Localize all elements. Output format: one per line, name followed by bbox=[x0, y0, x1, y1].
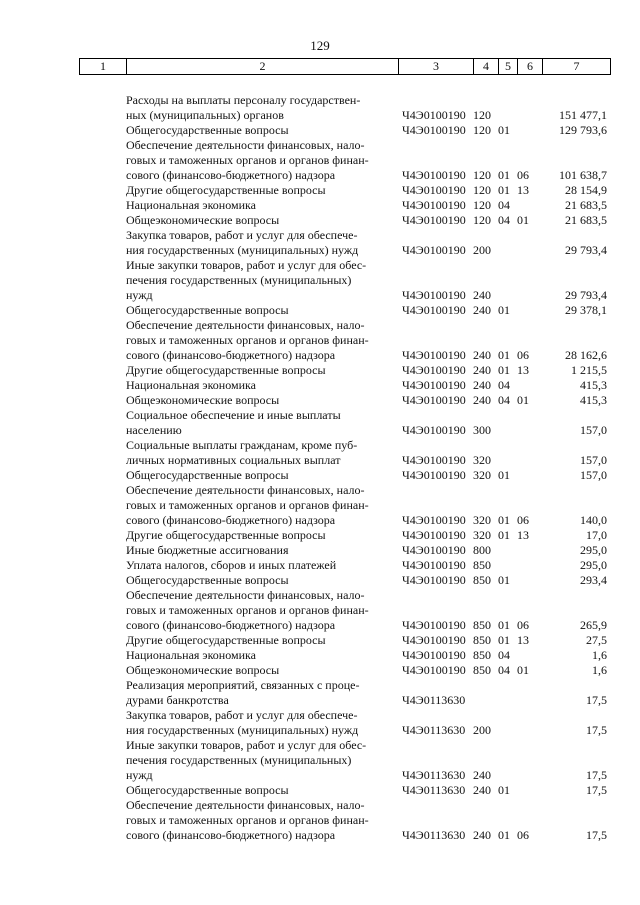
section-code: 01 bbox=[498, 363, 510, 377]
subsection-code: 01 bbox=[517, 663, 529, 677]
table-row bbox=[79, 303, 610, 318]
amount: 1 215,5 bbox=[571, 363, 607, 377]
item-name-line: Обеспечение деятельности финансовых, нало- bbox=[126, 483, 365, 497]
subsection-code: 01 bbox=[517, 393, 529, 407]
target-article-code: Ч4Э0113630 bbox=[402, 723, 466, 737]
item-name-line: Общеэкономические вопросы bbox=[126, 663, 280, 677]
section-code bbox=[498, 708, 517, 738]
item-name-line: Общегосударственные вопросы bbox=[126, 468, 289, 482]
table-row bbox=[79, 528, 610, 543]
item-name-line: сового (финансово-бюджетного) надзора bbox=[126, 513, 336, 527]
target-article-code: Ч4Э0100190 bbox=[402, 168, 466, 182]
target-article-code: Ч4Э0113630 bbox=[402, 783, 466, 797]
table-row bbox=[79, 228, 610, 258]
expense-type-code: 240 bbox=[473, 363, 491, 377]
item-name-line: Другие общегосударственные вопросы bbox=[126, 363, 326, 377]
item-name bbox=[79, 678, 398, 708]
target-article-code: Ч4Э0100190 bbox=[402, 213, 466, 227]
target-article-code: Ч4Э0100190 bbox=[402, 123, 466, 137]
item-name bbox=[79, 318, 398, 363]
table-row bbox=[79, 648, 610, 663]
expense-type-code: 320 bbox=[473, 528, 491, 542]
section-code: 04 bbox=[498, 393, 510, 407]
section-code: 04 bbox=[498, 648, 510, 662]
column-number-7: 7 bbox=[543, 59, 611, 75]
amount: 140,0 bbox=[580, 513, 607, 527]
item-name-line: Иные закупки товаров, работ и услуг для обес- bbox=[126, 738, 367, 752]
item-name bbox=[79, 783, 398, 798]
table-row bbox=[79, 408, 610, 438]
expense-type-code: 850 bbox=[473, 663, 491, 677]
column-number-3: 3 bbox=[399, 59, 474, 75]
amount: 101 638,7 bbox=[559, 168, 607, 182]
item-name bbox=[79, 408, 398, 438]
item-name bbox=[79, 573, 398, 588]
amount: 17,5 bbox=[586, 828, 607, 842]
table-row bbox=[79, 558, 610, 573]
amount: 29 793,4 bbox=[565, 243, 607, 257]
item-name-line: говых и таможенных органов и органов финан- bbox=[126, 603, 369, 617]
subsection-code: 13 bbox=[517, 363, 529, 377]
section-code: 01 bbox=[498, 183, 510, 197]
expense-type-code: 120 bbox=[473, 198, 491, 212]
amount: 1,6 bbox=[592, 648, 607, 662]
item-name bbox=[79, 393, 398, 408]
item-name-line: Общегосударственные вопросы bbox=[126, 303, 289, 317]
target-article-code: Ч4Э0100190 bbox=[402, 423, 466, 437]
section-code: 01 bbox=[498, 168, 510, 182]
expense-type-code: 200 bbox=[473, 243, 491, 257]
item-name bbox=[79, 123, 398, 138]
item-name-line: сового (финансово-бюджетного) надзора bbox=[126, 348, 336, 362]
section-code: 01 bbox=[498, 573, 510, 587]
target-article-code: Ч4Э0100190 bbox=[402, 618, 466, 632]
expense-type-code: 240 bbox=[473, 348, 491, 362]
amount: 29 793,4 bbox=[565, 288, 607, 302]
item-name-line: Национальная экономика bbox=[126, 648, 256, 662]
target-article-code: Ч4Э0100190 bbox=[402, 243, 466, 257]
section-code bbox=[498, 93, 517, 123]
section-code bbox=[498, 228, 517, 258]
subsection-code bbox=[517, 468, 542, 483]
target-article-code: Ч4Э0113630 bbox=[402, 828, 466, 842]
budget-table bbox=[79, 93, 610, 843]
expense-type-code: 240 bbox=[473, 768, 491, 782]
item-name-line: дурами банкротства bbox=[126, 693, 229, 707]
item-name-line: ных (муниципальных) органов bbox=[126, 108, 284, 122]
section-code: 01 bbox=[498, 303, 510, 317]
item-name-line: Закупка товаров, работ и услуг для обеспече- bbox=[126, 708, 358, 722]
table-row bbox=[79, 573, 610, 588]
amount: 27,5 bbox=[586, 633, 607, 647]
section-code: 04 bbox=[498, 198, 510, 212]
item-name-line: печения государственных (муниципальных) bbox=[126, 753, 352, 767]
expense-type-code bbox=[473, 678, 498, 708]
target-article-code: Ч4Э0100190 bbox=[402, 633, 466, 647]
subsection-code bbox=[517, 558, 542, 573]
item-name bbox=[79, 213, 398, 228]
item-name-line: личных нормативных социальных выплат bbox=[126, 453, 341, 467]
amount: 265,9 bbox=[580, 618, 607, 632]
item-name-line: Национальная экономика bbox=[126, 198, 256, 212]
item-name-line: говых и таможенных органов и органов финан- bbox=[126, 153, 369, 167]
table-row bbox=[79, 393, 610, 408]
amount: 17,5 bbox=[586, 768, 607, 782]
amount: 157,0 bbox=[580, 423, 607, 437]
amount: 17,5 bbox=[586, 723, 607, 737]
item-name bbox=[79, 543, 398, 558]
item-name bbox=[79, 528, 398, 543]
expense-type-code: 120 bbox=[473, 123, 491, 137]
column-header-table bbox=[79, 58, 611, 75]
expense-type-code: 850 bbox=[473, 558, 491, 572]
target-article-code: Ч4Э0100190 bbox=[402, 108, 466, 122]
subsection-code: 06 bbox=[517, 618, 529, 632]
table-row bbox=[79, 468, 610, 483]
expense-type-code: 120 bbox=[473, 168, 491, 182]
subsection-code bbox=[517, 648, 542, 663]
item-name-line: Социальное обеспечение и иные выплаты bbox=[126, 408, 341, 422]
item-name-line: нужд bbox=[126, 768, 153, 782]
table-row bbox=[79, 93, 610, 123]
amount: 157,0 bbox=[580, 453, 607, 467]
expense-type-code: 320 bbox=[473, 513, 491, 527]
item-name-line: Обеспечение деятельности финансовых, нало- bbox=[126, 588, 365, 602]
item-name-line: Общегосударственные вопросы bbox=[126, 123, 289, 137]
section-code: 01 bbox=[498, 828, 510, 842]
item-name bbox=[79, 633, 398, 648]
expense-type-code: 240 bbox=[473, 378, 491, 392]
item-name-line: Общеэкономические вопросы bbox=[126, 213, 280, 227]
item-name-line: Общеэкономические вопросы bbox=[126, 393, 280, 407]
table-row bbox=[79, 633, 610, 648]
item-name-line: Социальные выплаты гражданам, кроме пуб- bbox=[126, 438, 358, 452]
item-name-line: Общегосударственные вопросы bbox=[126, 783, 289, 797]
amount: 28 162,6 bbox=[565, 348, 607, 362]
target-article-code: Ч4Э0100190 bbox=[402, 528, 466, 542]
expense-type-code: 200 bbox=[473, 723, 491, 737]
item-name bbox=[79, 198, 398, 213]
target-article-code: Ч4Э0100190 bbox=[402, 198, 466, 212]
subsection-code bbox=[517, 93, 542, 123]
subsection-code: 13 bbox=[517, 183, 529, 197]
item-name-line: Обеспечение деятельности финансовых, нало- bbox=[126, 138, 365, 152]
amount: 28 154,9 bbox=[565, 183, 607, 197]
amount: 21 683,5 bbox=[565, 198, 607, 212]
section-code: 01 bbox=[498, 783, 510, 797]
target-article-code: Ч4Э0100190 bbox=[402, 453, 466, 467]
column-number-1: 1 bbox=[80, 59, 127, 75]
expense-type-code: 240 bbox=[473, 783, 491, 797]
budget-table-body bbox=[79, 93, 610, 843]
column-header-row bbox=[80, 59, 611, 75]
target-article-code: Ч4Э0100190 bbox=[402, 468, 466, 482]
table-row bbox=[79, 708, 610, 738]
section-code: 04 bbox=[498, 378, 510, 392]
target-article-code: Ч4Э0100190 bbox=[402, 513, 466, 527]
item-name bbox=[79, 558, 398, 573]
target-article-code: Ч4Э0100190 bbox=[402, 543, 466, 557]
table-row bbox=[79, 378, 610, 393]
subsection-code: 13 bbox=[517, 633, 529, 647]
amount: 17,5 bbox=[586, 693, 607, 707]
item-name-line: Обеспечение деятельности финансовых, нало- bbox=[126, 798, 365, 812]
item-name bbox=[79, 93, 398, 123]
expense-type-code: 120 bbox=[473, 108, 491, 122]
section-code: 01 bbox=[498, 348, 510, 362]
item-name bbox=[79, 483, 398, 528]
item-name-line: Иные закупки товаров, работ и услуг для обес- bbox=[126, 258, 367, 272]
subsection-code: 06 bbox=[517, 513, 529, 527]
item-name-line: говых и таможенных органов и органов финан- bbox=[126, 333, 369, 347]
amount: 293,4 bbox=[580, 573, 607, 587]
subsection-code bbox=[517, 303, 542, 318]
subsection-code bbox=[517, 408, 542, 438]
item-name-line: нужд bbox=[126, 288, 153, 302]
section-code: 01 bbox=[498, 123, 510, 137]
item-name bbox=[79, 258, 398, 303]
item-name-line: ния государственных (муниципальных) нужд bbox=[126, 723, 359, 737]
table-row bbox=[79, 483, 610, 528]
subsection-code bbox=[517, 438, 542, 468]
subsection-code: 06 bbox=[517, 828, 529, 842]
expense-type-code: 850 bbox=[473, 573, 491, 587]
amount: 129 793,6 bbox=[559, 123, 607, 137]
table-row bbox=[79, 663, 610, 678]
amount: 415,3 bbox=[580, 393, 607, 407]
item-name-line: Другие общегосударственные вопросы bbox=[126, 183, 326, 197]
column-number-2: 2 bbox=[127, 59, 399, 75]
expense-type-code: 240 bbox=[473, 828, 491, 842]
table-row bbox=[79, 363, 610, 378]
table-row bbox=[79, 678, 610, 708]
target-article-code: Ч4Э0100190 bbox=[402, 558, 466, 572]
amount: 157,0 bbox=[580, 468, 607, 482]
subsection-code bbox=[517, 678, 542, 708]
table-row bbox=[79, 183, 610, 198]
subsection-code bbox=[517, 228, 542, 258]
subsection-code: 06 bbox=[517, 348, 529, 362]
target-article-code: Ч4Э0100190 bbox=[402, 663, 466, 677]
item-name-line: Реализация мероприятий, связанных с проце- bbox=[126, 678, 360, 692]
table-row bbox=[79, 198, 610, 213]
expense-type-code: 320 bbox=[473, 453, 491, 467]
expense-type-code: 120 bbox=[473, 183, 491, 197]
column-number-5: 5 bbox=[499, 59, 518, 75]
amount: 1,6 bbox=[592, 663, 607, 677]
subsection-code bbox=[517, 708, 542, 738]
expense-type-code: 300 bbox=[473, 423, 491, 437]
item-name bbox=[79, 708, 398, 738]
item-name-line: Иные бюджетные ассигнования bbox=[126, 543, 289, 557]
subsection-code bbox=[517, 573, 542, 588]
table-row bbox=[79, 213, 610, 228]
section-code bbox=[498, 408, 517, 438]
expense-type-code: 320 bbox=[473, 468, 491, 482]
item-name-line: ния государственных (муниципальных) нужд bbox=[126, 243, 359, 257]
table-row bbox=[79, 798, 610, 843]
amount: 21 683,5 bbox=[565, 213, 607, 227]
item-name-line: сового (финансово-бюджетного) надзора bbox=[126, 618, 336, 632]
target-article-code: Ч4Э0100190 bbox=[402, 348, 466, 362]
item-name-line: Общегосударственные вопросы bbox=[126, 573, 289, 587]
expense-type-code: 850 bbox=[473, 633, 491, 647]
item-name-line: Национальная экономика bbox=[126, 378, 256, 392]
table-row bbox=[79, 588, 610, 633]
section-code: 01 bbox=[498, 513, 510, 527]
amount: 17,5 bbox=[586, 783, 607, 797]
item-name bbox=[79, 468, 398, 483]
subsection-code bbox=[517, 198, 542, 213]
item-name-line: говых и таможенных органов и органов финан- bbox=[126, 498, 369, 512]
subsection-code bbox=[517, 378, 542, 393]
subsection-code bbox=[517, 123, 542, 138]
table-row bbox=[79, 543, 610, 558]
item-name bbox=[79, 798, 398, 843]
item-name bbox=[79, 363, 398, 378]
expense-type-code: 850 bbox=[473, 648, 491, 662]
amount: 295,0 bbox=[580, 558, 607, 572]
target-article-code: Ч4Э0100190 bbox=[402, 363, 466, 377]
target-article-code: Ч4Э0100190 bbox=[402, 648, 466, 662]
item-name bbox=[79, 663, 398, 678]
section-code: 01 bbox=[498, 618, 510, 632]
table-row bbox=[79, 438, 610, 468]
target-article-code: Ч4Э0100190 bbox=[402, 303, 466, 317]
column-number-6: 6 bbox=[518, 59, 543, 75]
expense-type-code: 850 bbox=[473, 618, 491, 632]
section-code bbox=[498, 438, 517, 468]
subsection-code bbox=[517, 543, 542, 558]
amount: 415,3 bbox=[580, 378, 607, 392]
subsection-code bbox=[517, 258, 542, 303]
expense-type-code: 800 bbox=[473, 543, 491, 557]
item-name bbox=[79, 438, 398, 468]
item-name-line: Обеспечение деятельности финансовых, нало- bbox=[126, 318, 365, 332]
expense-type-code: 240 bbox=[473, 288, 491, 302]
item-name-line: Закупка товаров, работ и услуг для обеспече- bbox=[126, 228, 358, 242]
table-row bbox=[79, 783, 610, 798]
section-code bbox=[498, 678, 517, 708]
item-name-line: печения государственных (муниципальных) bbox=[126, 273, 352, 287]
section-code bbox=[498, 738, 517, 783]
item-name-line: сового (финансово-бюджетного) надзора bbox=[126, 168, 336, 182]
section-code bbox=[498, 543, 517, 558]
item-name bbox=[79, 378, 398, 393]
item-name-line: Уплата налогов, сборов и иных платежей bbox=[126, 558, 337, 572]
column-number-4: 4 bbox=[474, 59, 499, 75]
item-name bbox=[79, 303, 398, 318]
section-code bbox=[498, 258, 517, 303]
item-name bbox=[79, 228, 398, 258]
section-code: 01 bbox=[498, 468, 510, 482]
expense-type-code: 240 bbox=[473, 393, 491, 407]
subsection-code bbox=[517, 783, 542, 798]
target-article-code: Ч4Э0100190 bbox=[402, 288, 466, 302]
section-code: 01 bbox=[498, 528, 510, 542]
item-name-line: говых и таможенных органов и органов финан- bbox=[126, 813, 369, 827]
subsection-code: 01 bbox=[517, 213, 529, 227]
amount: 151 477,1 bbox=[559, 108, 607, 122]
amount: 29 378,1 bbox=[565, 303, 607, 317]
table-row bbox=[79, 258, 610, 303]
subsection-code: 13 bbox=[517, 528, 529, 542]
item-name bbox=[79, 138, 398, 183]
item-name bbox=[79, 183, 398, 198]
target-article-code: Ч4Э0100190 bbox=[402, 573, 466, 587]
item-name-line: Расходы на выплаты персоналу государствен- bbox=[126, 93, 361, 107]
section-code bbox=[498, 558, 517, 573]
target-article-code: Ч4Э0113630 bbox=[402, 768, 466, 782]
item-name-line: населению bbox=[126, 423, 182, 437]
subsection-code bbox=[517, 738, 542, 783]
target-article-code: Ч4Э0100190 bbox=[402, 378, 466, 392]
item-name-line: Другие общегосударственные вопросы bbox=[126, 528, 326, 542]
table-row bbox=[79, 138, 610, 183]
table-row bbox=[79, 123, 610, 138]
page-number: 129 bbox=[310, 38, 330, 53]
item-name-line: сового (финансово-бюджетного) надзора bbox=[126, 828, 336, 842]
amount: 295,0 bbox=[580, 543, 607, 557]
section-code: 01 bbox=[498, 633, 510, 647]
item-name bbox=[79, 648, 398, 663]
subsection-code: 06 bbox=[517, 168, 529, 182]
section-code: 04 bbox=[498, 213, 510, 227]
target-article-code: Ч4Э0113630 bbox=[402, 693, 466, 707]
item-name-line: Другие общегосударственные вопросы bbox=[126, 633, 326, 647]
amount: 17,0 bbox=[586, 528, 607, 542]
section-code: 04 bbox=[498, 663, 510, 677]
item-name bbox=[79, 738, 398, 783]
target-article-code: Ч4Э0100190 bbox=[402, 393, 466, 407]
expense-type-code: 240 bbox=[473, 303, 491, 317]
expense-type-code: 120 bbox=[473, 213, 491, 227]
target-article-code: Ч4Э0100190 bbox=[402, 183, 466, 197]
table-row bbox=[79, 318, 610, 363]
item-name bbox=[79, 588, 398, 633]
table-row bbox=[79, 738, 610, 783]
